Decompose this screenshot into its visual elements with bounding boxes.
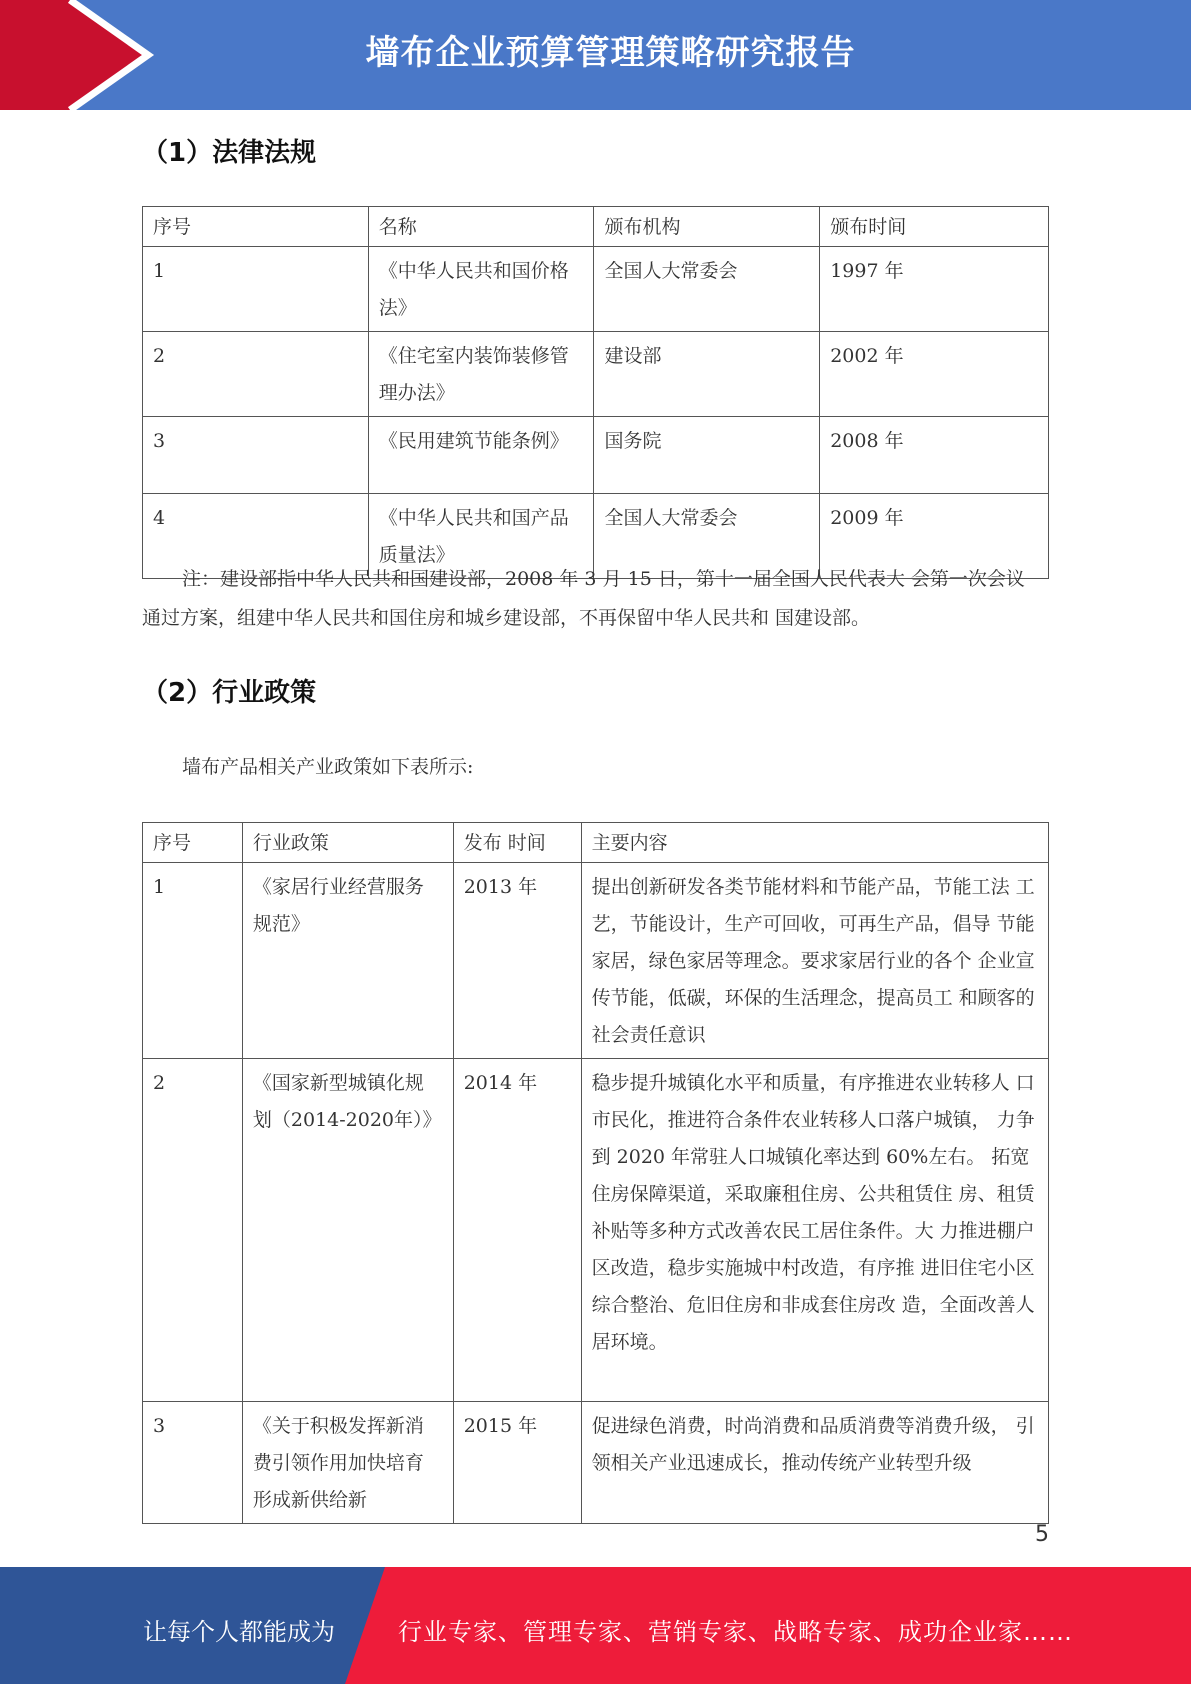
table-row — [143, 1402, 1049, 1524]
header-cell: 颁布机构 — [594, 207, 820, 247]
cell-time: 2015 年 — [453, 1402, 581, 1524]
cell-name: 《中华人民共和国价格法》 — [368, 247, 594, 332]
table-row — [143, 1059, 1049, 1402]
cell-org: 建设部 — [594, 332, 820, 417]
cell-no: 4 — [143, 494, 369, 579]
cell-no: 3 — [143, 417, 369, 494]
header-cell: 名称 — [368, 207, 594, 247]
footer-slogan-right: 行业专家、管理专家、营销专家、战略专家、成功企业家…… — [398, 1618, 1073, 1646]
policies-table — [142, 822, 1049, 1524]
table-row — [143, 332, 1049, 417]
header-cell: 序号 — [143, 207, 369, 247]
header-cell: 发布 时间 — [453, 823, 581, 863]
cell-content: 促进绿色消费，时尚消费和品质消费等消费升级， 引领相关产业迅速成长，推动传统产业转型升级 — [581, 1402, 1048, 1524]
cell-no: 1 — [143, 863, 243, 1059]
header-cell: 序号 — [143, 823, 243, 863]
header-banner — [0, 0, 1191, 110]
header-cell: 主要内容 — [581, 823, 1048, 863]
section-heading-policies: （2）行业政策 — [142, 678, 317, 708]
cell-org: 全国人大常委会 — [594, 247, 820, 332]
cell-no: 2 — [143, 1059, 243, 1402]
report-title: 墙布企业预算管理策略研究报告 — [365, 33, 856, 73]
table-header-row — [143, 823, 1049, 863]
header-cell: 行业政策 — [242, 823, 453, 863]
table-row — [143, 863, 1049, 1059]
cell-content: 提出创新研发各类节能材料和节能产品，节能工法 工艺，节能设计，生产可回收，可再生产品，倡导 节能家居，绿色家居等理念。要求家居行业的各个 企业宣传节能，低碳，环保的生活理念，提高员工 和顾客的社会责任意识 — [581, 863, 1048, 1059]
laws-table — [142, 206, 1049, 579]
cell-time: 2014 年 — [453, 1059, 581, 1402]
section-heading-laws: （1）法律法规 — [142, 138, 317, 168]
cell-policy: 《家居行业经营服务规范》 — [242, 863, 453, 1059]
cell-time: 2002 年 — [820, 332, 1049, 417]
cell-time: 2009 年 — [820, 494, 1049, 579]
page-number: 5 — [1035, 1522, 1049, 1547]
policies-intro: 墙布产品相关产业政策如下表所示: — [182, 756, 474, 778]
header-cell: 颁布时间 — [820, 207, 1049, 247]
laws-note: 注：建设部指中华人民共和国建设部，2008 年 3 月 15 日，第十一届全国人民代表大 会第一次会议通过方案，组建中华人民共和国住房和城乡建设部，不再保留中华人民共和 国建设部。 — [142, 568, 1025, 629]
table-row — [143, 417, 1049, 494]
cell-org: 国务院 — [594, 417, 820, 494]
cell-time: 2013 年 — [453, 863, 581, 1059]
footer-slogan-left: 让每个人都能成为 — [143, 1618, 335, 1646]
table-header-row — [143, 207, 1049, 247]
cell-content: 稳步提升城镇化水平和质量，有序推进农业转移人 口市民化，推进符合条件农业转移人口落户城镇， 力争到 2020 年常驻人口城镇化率达到 60%左右。 拓宽住房保障渠道，采取廉租住房、公共租赁住 房、租赁补贴等多种方式改善农民工居住条件。大 力推进棚户区改造，稳步实施城中村改造，有序推 进旧住宅小区综合整治、危旧住房和非成套住房改 造，全面改善人居环境。 — [581, 1059, 1048, 1402]
cell-policy: 《国家新型城镇化规划（2014-2020年）》 — [242, 1059, 453, 1402]
cell-org: 全国人大常委会 — [594, 494, 820, 579]
cell-time: 1997 年 — [820, 247, 1049, 332]
cell-name: 《中华人民共和国产品质量法》 — [368, 494, 594, 579]
table-row — [143, 247, 1049, 332]
cell-name: 《民用建筑节能条例》 — [368, 417, 594, 494]
cell-name: 《住宅室内装饰装修管理办法》 — [368, 332, 594, 417]
cell-no: 2 — [143, 332, 369, 417]
cell-no: 3 — [143, 1402, 243, 1524]
cell-policy: 《关于积极发挥新消费引领作用加快培育形成新供给新 — [242, 1402, 453, 1524]
cell-time: 2008 年 — [820, 417, 1049, 494]
cell-no: 1 — [143, 247, 369, 332]
